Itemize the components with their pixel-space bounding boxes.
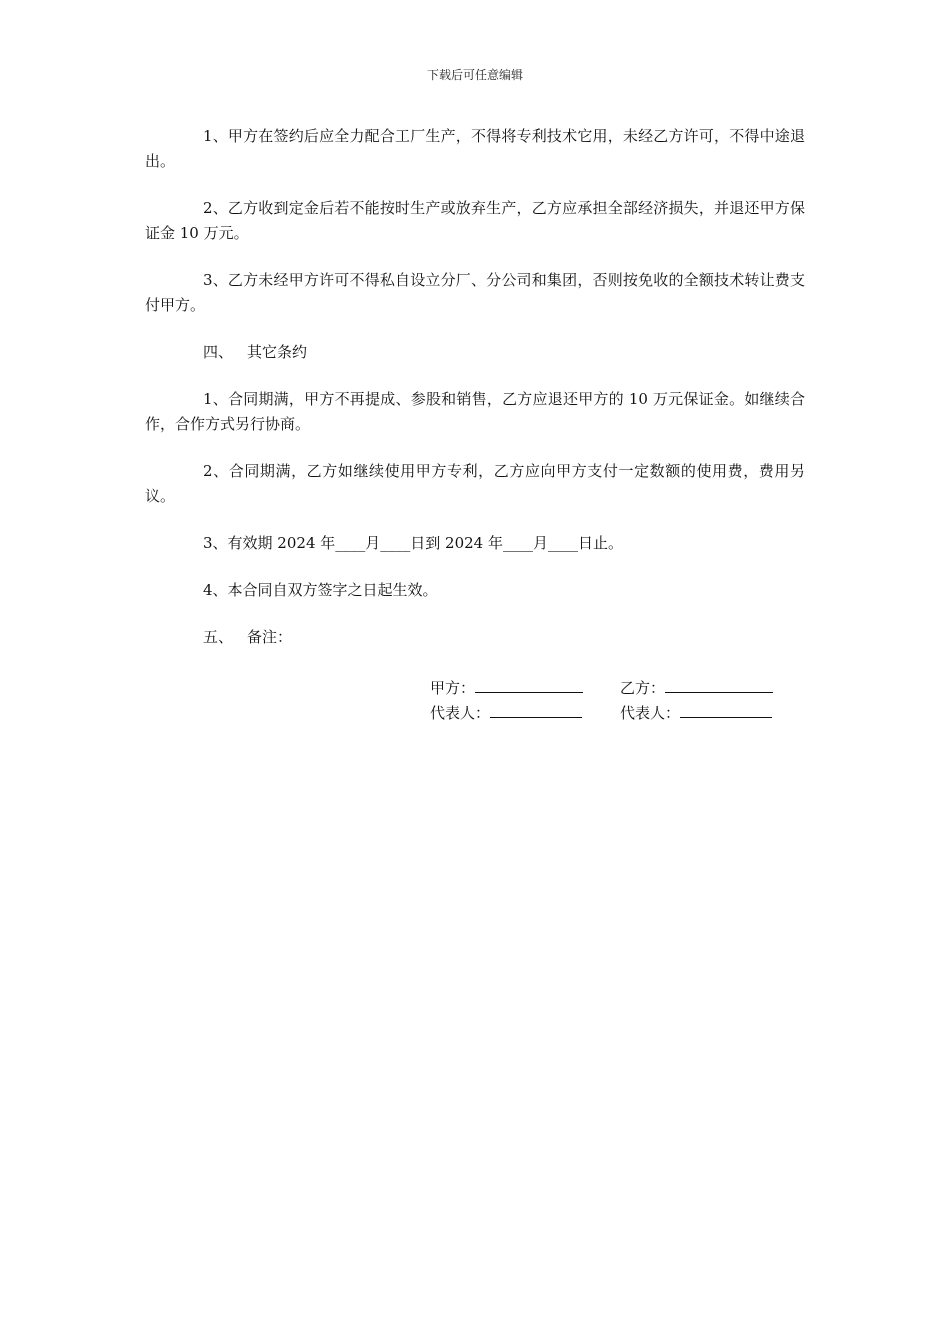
- other-clause-1: 1、合同期满，甲方不再提成、参股和销售，乙方应退还甲方的 10 万元保证金。如继续合作，合作方式另行协商。: [145, 390, 805, 433]
- rep-b-label: 代表人：: [620, 704, 681, 722]
- section-heading-4: [145, 340, 805, 365]
- header-note: 下载后可任意编辑: [426, 68, 523, 82]
- party-b-representative: [620, 701, 810, 726]
- other-clause-2: 2、合同期满，乙方如继续使用甲方专利，乙方应向甲方支付一定数额的使用费，费用另议。: [145, 462, 805, 505]
- party-a-label: 甲方：: [430, 679, 476, 697]
- section-title: 备注：: [247, 628, 293, 646]
- party-a-representative: [430, 701, 620, 726]
- party-a-signature-line[interactable]: [475, 677, 583, 693]
- contract-body: [145, 124, 805, 672]
- signature-block: [430, 676, 810, 726]
- section-number: 五、: [203, 628, 234, 646]
- party-b-label: 乙方：: [620, 679, 666, 697]
- clause-paragraph-1: 1、甲方在签约后应全力配合工厂生产，不得将专利技术它用，未经乙方许可，不得中途退出。: [145, 127, 805, 170]
- section-number: 四、: [203, 343, 234, 361]
- party-a-signature: [430, 676, 620, 701]
- party-b-signature-line[interactable]: [665, 677, 773, 693]
- signature-row-representatives: [430, 701, 810, 726]
- clause-paragraph-3: 3、乙方未经甲方许可不得私自设立分厂、分公司和集团，否则按免收的全额技术转让费支付甲方。: [145, 271, 805, 314]
- validity-period-clause: 3、有效期 2024 年____月____日到 2024 年____月____日止。: [203, 534, 623, 552]
- section-heading-5: [145, 625, 805, 650]
- rep-b-signature-line[interactable]: [680, 702, 772, 718]
- effective-clause: 4、本合同自双方签字之日起生效。: [203, 581, 438, 599]
- signature-row-parties: [430, 676, 810, 701]
- rep-a-label: 代表人：: [430, 704, 491, 722]
- rep-a-signature-line[interactable]: [490, 702, 582, 718]
- section-title: 其它条约: [247, 343, 308, 361]
- party-b-signature: [620, 676, 810, 701]
- clause-paragraph-2: 2、乙方收到定金后若不能按时生产或放弃生产，乙方应承担全部经济损失，并退还甲方保证金 10 万元。: [145, 199, 805, 242]
